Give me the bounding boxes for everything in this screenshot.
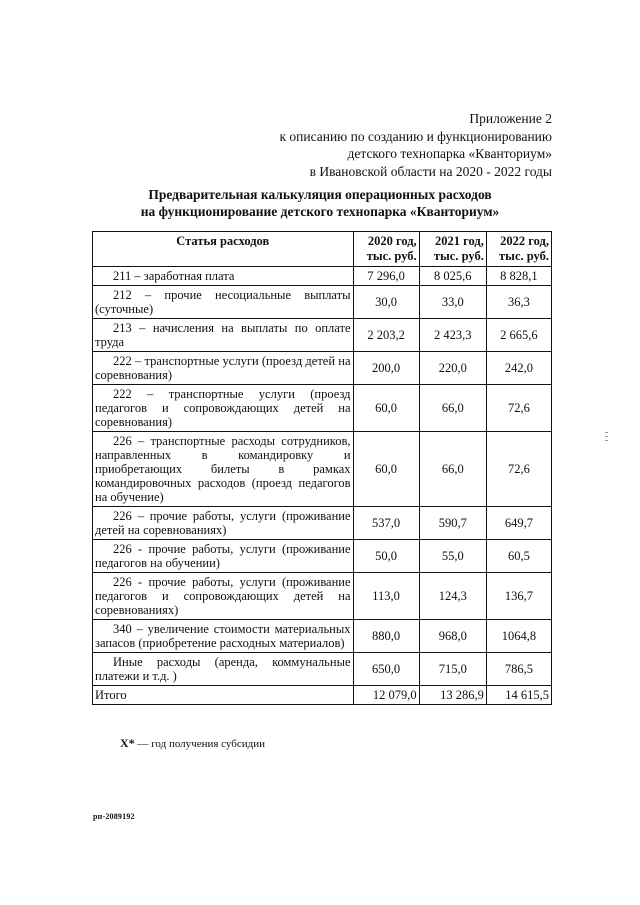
cell-item: 226 – транспортные расходы сотрудников, направленных в командировку и приобретающих билеты в рамках командировочных расходов (проезд педагогов на обучение) bbox=[93, 432, 354, 507]
cell-2021: 13 286,9 bbox=[419, 686, 486, 705]
cell-2022: 136,7 bbox=[486, 573, 551, 620]
table-total-row bbox=[93, 686, 552, 705]
cell-2022: 1064,8 bbox=[486, 620, 551, 653]
cell-item: 213 – начисления на выплаты по оплате труда bbox=[93, 319, 354, 352]
cell-2021: 968,0 bbox=[419, 620, 486, 653]
title-line-1: Предварительная калькуляция операционных расходов bbox=[148, 187, 492, 202]
cell-2020: 537,0 bbox=[353, 507, 419, 540]
table-row bbox=[93, 352, 552, 385]
table-row bbox=[93, 540, 552, 573]
cell-item: 212 – прочие несоциальные выплаты (суточные) bbox=[93, 286, 354, 319]
cell-2020: 650,0 bbox=[353, 653, 419, 686]
cell-item: Иные расходы (аренда, коммунальные платежи и т.д. ) bbox=[93, 653, 354, 686]
table-row bbox=[93, 573, 552, 620]
cell-2020: 2 203,2 bbox=[353, 319, 419, 352]
appendix-number: Приложение 2 bbox=[469, 111, 552, 126]
cell-2022: 72,6 bbox=[486, 385, 551, 432]
table-row bbox=[93, 432, 552, 507]
cell-2020: 12 079,0 bbox=[353, 686, 419, 705]
margin-mark bbox=[605, 432, 609, 446]
footnote-mark: X* bbox=[120, 736, 135, 750]
cell-2022: 72,6 bbox=[486, 432, 551, 507]
cell-2020: 60,0 bbox=[353, 432, 419, 507]
header-2021 bbox=[419, 232, 486, 267]
cell-2021: 66,0 bbox=[419, 385, 486, 432]
cell-2021: 66,0 bbox=[419, 432, 486, 507]
cell-2022: 8 828,1 bbox=[486, 267, 551, 286]
header-2021-unit: тыс. руб. bbox=[433, 249, 484, 263]
appendix-line-3: в Ивановской области на 2020 - 2022 годы bbox=[309, 163, 552, 179]
footnote-text: — год получения субсидии bbox=[137, 738, 265, 750]
table-header-row bbox=[93, 232, 552, 267]
table-row bbox=[93, 620, 552, 653]
header-2020-year: 2020 год, bbox=[367, 234, 417, 248]
cell-2020: 200,0 bbox=[353, 352, 419, 385]
cell-2021: 124,3 bbox=[419, 573, 486, 620]
cell-item: 211 – заработная плата bbox=[93, 267, 354, 286]
cell-item: 340 – увеличение стоимости материальных запасов (приобретение расходных материалов) bbox=[93, 620, 354, 653]
table-row bbox=[93, 267, 552, 286]
cell-item: 226 - прочие работы, услуги (проживание педагогов и сопровождающих детей на соревнованиях) bbox=[93, 573, 354, 620]
header-2021-year: 2021 год, bbox=[435, 234, 484, 248]
cell-item: 226 – прочие работы, услуги (проживание детей на соревнованиях) bbox=[93, 507, 354, 540]
cell-2022: 649,7 bbox=[486, 507, 551, 540]
cell-item: 222 – транспортные услуги (проезд педагогов и сопровождающих детей на соревнования) bbox=[93, 385, 354, 432]
appendix-line-1: к описанию по созданию и функционированию bbox=[279, 128, 552, 144]
cell-2022: 36,3 bbox=[486, 286, 551, 319]
cell-2021: 8 025,6 bbox=[419, 267, 486, 286]
cell-2022: 14 615,5 bbox=[486, 686, 551, 705]
appendix-header bbox=[279, 110, 552, 180]
cell-2022: 242,0 bbox=[486, 352, 551, 385]
header-2020-unit: тыс. руб. bbox=[366, 249, 417, 263]
cell-2021: 715,0 bbox=[419, 653, 486, 686]
header-2022-unit: тыс. руб. bbox=[499, 249, 549, 263]
cell-2021: 2 423,3 bbox=[419, 319, 486, 352]
cell-2020: 113,0 bbox=[353, 573, 419, 620]
table-row bbox=[93, 319, 552, 352]
header-2020 bbox=[353, 232, 419, 267]
cell-2021: 55,0 bbox=[419, 540, 486, 573]
cell-2020: 880,0 bbox=[353, 620, 419, 653]
cell-2022: 60,5 bbox=[486, 540, 551, 573]
cell-2021: 220,0 bbox=[419, 352, 486, 385]
header-item: Статья расходов bbox=[93, 232, 354, 267]
cell-2021: 590,7 bbox=[419, 507, 486, 540]
cell-2022: 786,5 bbox=[486, 653, 551, 686]
title-line-2: на функционирование детского технопарка «Кванториум» bbox=[140, 204, 500, 219]
cell-2020: 50,0 bbox=[353, 540, 419, 573]
header-2022 bbox=[486, 232, 551, 267]
cost-table bbox=[92, 231, 552, 705]
cell-item: 222 – транспортные услуги (проезд детей на соревнования) bbox=[93, 352, 354, 385]
cell-2021: 33,0 bbox=[419, 286, 486, 319]
table-row bbox=[93, 507, 552, 540]
cell-2020: 60,0 bbox=[353, 385, 419, 432]
document-title bbox=[0, 186, 640, 220]
table-row bbox=[93, 385, 552, 432]
cell-2020: 7 296,0 bbox=[353, 267, 419, 286]
cell-item: Итого bbox=[93, 686, 354, 705]
table-row bbox=[93, 653, 552, 686]
cell-2022: 2 665,6 bbox=[486, 319, 551, 352]
document-code: рп-2089192 bbox=[93, 812, 135, 821]
appendix-line-2: детского технопарка «Кванториум» bbox=[347, 146, 552, 161]
footnote bbox=[120, 736, 265, 751]
header-2022-year: 2022 год, bbox=[500, 234, 549, 248]
cell-item: 226 - прочие работы, услуги (проживание педагогов на обучении) bbox=[93, 540, 354, 573]
table-row bbox=[93, 286, 552, 319]
cell-2020: 30,0 bbox=[353, 286, 419, 319]
